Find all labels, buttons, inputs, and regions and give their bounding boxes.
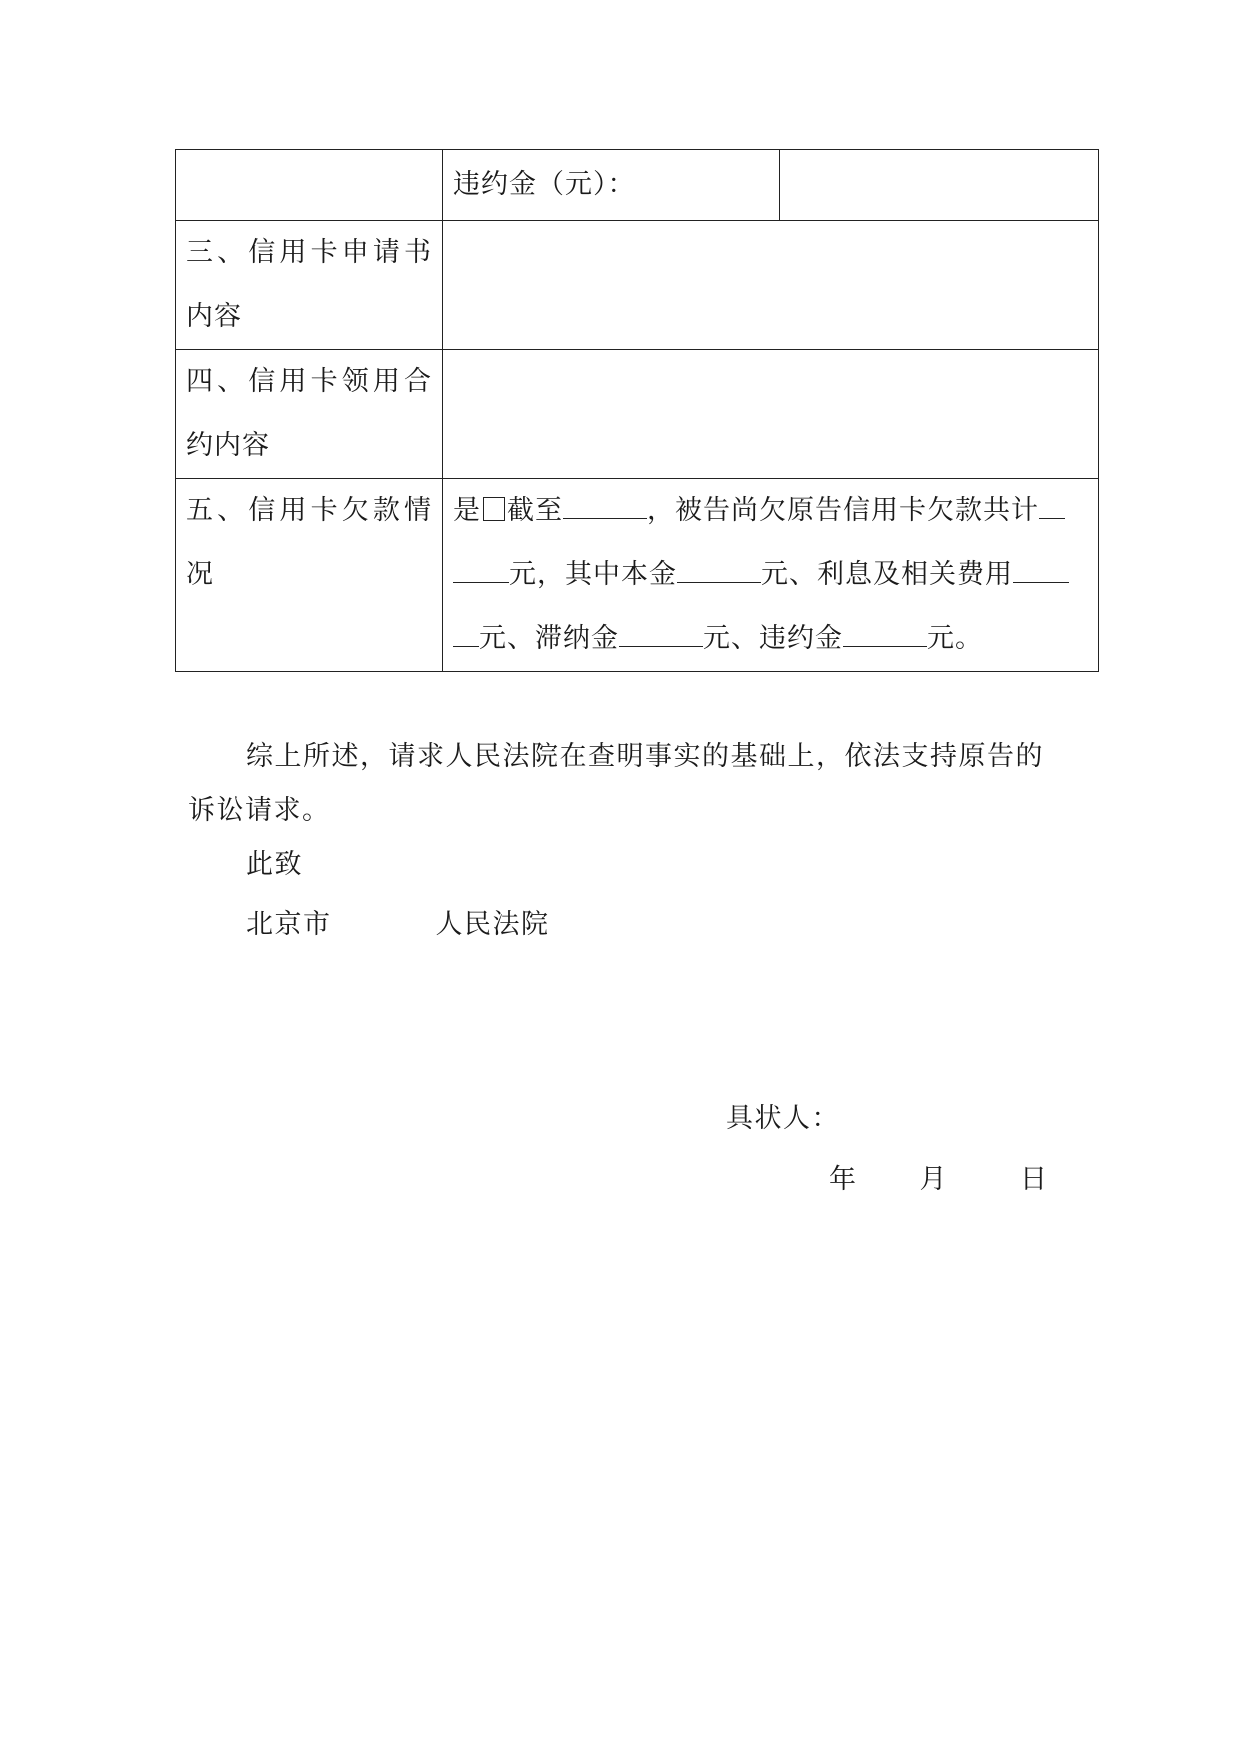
application-row [176, 221, 1099, 350]
claim-form-table [175, 149, 1099, 672]
penalty-row [176, 150, 1099, 221]
application-content-cell[interactable] [443, 221, 1099, 350]
month-label: 月 [919, 1164, 948, 1195]
debt-row [176, 479, 1099, 672]
contract-row [176, 350, 1099, 479]
principal-blank[interactable] [677, 556, 761, 583]
date-line [829, 1153, 1049, 1207]
debt-prefix: 是 [453, 495, 481, 526]
interest-blank-b[interactable] [453, 620, 479, 647]
penalty-row-label-cell [176, 150, 443, 221]
year-label: 年 [829, 1164, 858, 1195]
total-amount-blank-b[interactable] [453, 556, 509, 583]
court-prefix: 北京市 [246, 909, 332, 940]
yes-checkbox[interactable] [483, 497, 505, 521]
penalty-blank[interactable] [843, 620, 927, 647]
penalty-label-cell [443, 150, 780, 221]
interest-blank-a[interactable] [1013, 556, 1069, 583]
contract-content-cell[interactable] [443, 350, 1099, 479]
court-suffix: 人民法院 [435, 909, 550, 940]
debt-seg4: 元、利息及相关费用 [761, 559, 1013, 590]
debt-seg2: ，被告尚欠原告信用卡欠款共计 [647, 495, 1039, 526]
debt-seg3: 元，其中本金 [509, 559, 677, 590]
late-fee-blank[interactable] [619, 620, 703, 647]
debt-seg6: 元、违约金 [703, 623, 843, 654]
application-label: 三、信用卡申请书内容 [176, 221, 443, 350]
contract-label: 四、信用卡领用合约内容 [176, 350, 443, 479]
debt-seg5: 元、滞纳金 [479, 623, 619, 654]
debt-seg1: 截至 [507, 495, 563, 526]
signer-label: 具状人： [726, 1103, 840, 1134]
penalty-label: 违约金（元）： [453, 169, 636, 200]
debt-seg7: 元。 [927, 623, 983, 654]
debt-label: 五、信用卡欠款情况 [176, 479, 443, 672]
salutation: 此致 [246, 849, 303, 880]
day-label: 日 [1020, 1164, 1049, 1195]
total-amount-blank-a[interactable] [1039, 492, 1065, 519]
cutoff-date-blank[interactable] [563, 492, 647, 519]
closing-paragraph: 综上所述，请求人民法院在查明事实的基础上，依法支持原告的诉讼请求。 [188, 741, 1044, 826]
court-address [246, 898, 550, 952]
penalty-value-cell[interactable] [780, 150, 1099, 221]
debt-content-cell [443, 479, 1099, 672]
